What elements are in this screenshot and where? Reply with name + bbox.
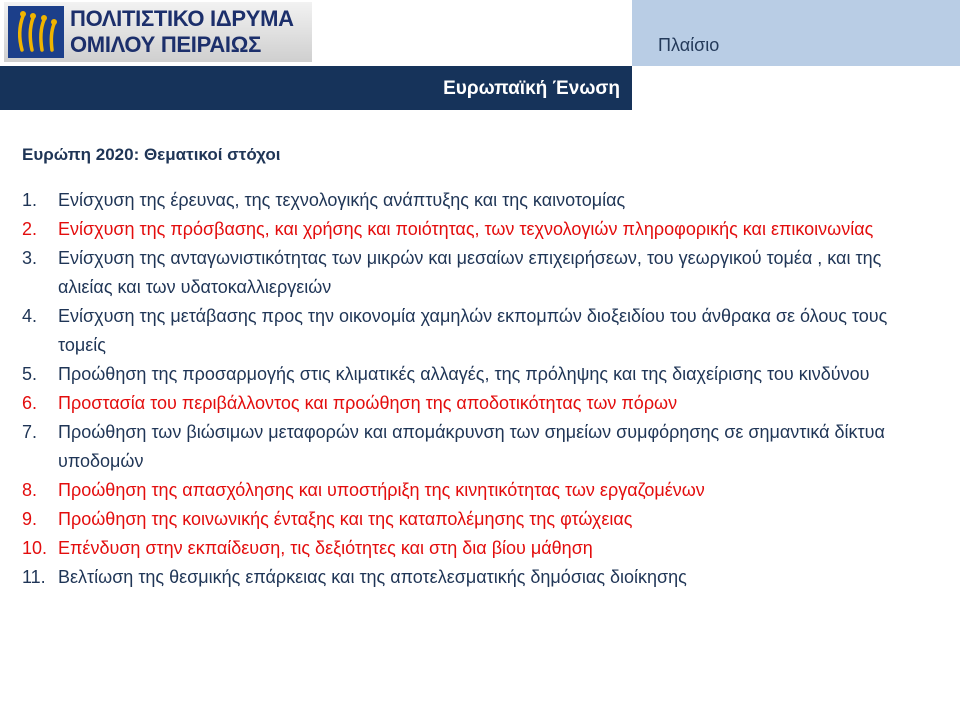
goal-number: 10.: [22, 538, 48, 558]
goal-number: 5.: [22, 364, 38, 384]
goal-text: Προώθηση των βιώσιμων μεταφορών και απομάκρυνση των σημείων συμφόρησης σε σημαντικά δίκτυα υποδομών: [58, 422, 885, 471]
title-banner: [0, 66, 632, 110]
thematic-goals-list: [22, 186, 932, 592]
goal-text: Ενίσχυση της ανταγωνιστικότητας των μικρών και μεσαίων επιχειρήσεων, του γεωργικού τομέα , και της αλιείας και των υδατοκαλλιεργειών: [58, 248, 882, 297]
goal-item: [22, 505, 932, 534]
goal-item: [22, 418, 932, 476]
goal-number: 8.: [22, 480, 38, 500]
goal-number: 3.: [22, 248, 38, 268]
goal-number: 11.: [22, 567, 46, 587]
foundation-logo: [4, 2, 312, 62]
goal-number: 1.: [22, 190, 38, 210]
goal-text: Προστασία του περιβάλλοντος και προώθηση της αποδοτικότητας των πόρων: [58, 393, 678, 413]
goal-number: 9.: [22, 509, 38, 529]
frame-label: Πλαίσιο: [658, 35, 720, 55]
goal-text: Προώθηση της απασχόλησης και υποστήριξη της κινητικότητας των εργαζομένων: [58, 480, 705, 500]
goal-number: 4.: [22, 306, 38, 326]
goal-item: [22, 302, 932, 360]
goal-text: Βελτίωση της θεσμικής επάρκειας και της αποτελεσματικής δημόσιας διοίκησης: [58, 567, 687, 587]
goal-item: [22, 534, 932, 563]
goal-item: [22, 476, 932, 505]
banner-title: Ευρωπαϊκή Ένωση: [443, 78, 620, 99]
goal-number: 2.: [22, 219, 38, 239]
frame-label-panel: [632, 0, 960, 66]
goal-text: Προώθηση της κοινωνικής ένταξης και της καταπολέμησης της φτώχειας: [58, 509, 633, 529]
goal-item: [22, 186, 932, 215]
goal-item: [22, 563, 932, 592]
goal-number: 7.: [22, 422, 38, 442]
goal-text: Επένδυση στην εκπαίδευση, τις δεξιότητες και στη δια βίου μάθηση: [58, 538, 593, 558]
goal-text: Ενίσχυση της μετάβασης προς την οικονομία χαμηλών εκπομπών διοξειδίου του άνθρακα σε όλους τους τομείς: [58, 306, 888, 355]
logo-line-1: ΠΟΛΙΤΙΣΤΙΚΟ ΙΔΡΥΜΑ: [70, 6, 294, 31]
goal-item: [22, 244, 932, 302]
logo-line-2: ΟΜΙΛΟΥ ΠΕΙΡΑΙΩΣ: [70, 32, 261, 57]
goal-text: Προώθηση της προσαρμογής στις κλιματικές αλλαγές, της πρόληψης και της διαχείρισης του κινδύνου: [58, 364, 870, 384]
goal-item: [22, 215, 932, 244]
foundation-logo-text: [70, 6, 294, 58]
section-heading: Ευρώπη 2020: Θεματικοί στόχοι: [22, 145, 281, 164]
banner-spacer: [632, 66, 960, 110]
foundation-emblem-icon: [8, 6, 64, 58]
header-logo-area: [0, 0, 632, 66]
goal-number: 6.: [22, 393, 38, 413]
goal-item: [22, 360, 932, 389]
goal-item: [22, 389, 932, 418]
goal-text: Ενίσχυση της πρόσβασης, και χρήσης και ποιότητας, των τεχνολογιών πληροφορικής και επικοινωνίας: [58, 219, 874, 239]
goal-text: Ενίσχυση της έρευνας, της τεχνολογικής ανάπτυξης και της καινοτομίας: [58, 190, 626, 210]
